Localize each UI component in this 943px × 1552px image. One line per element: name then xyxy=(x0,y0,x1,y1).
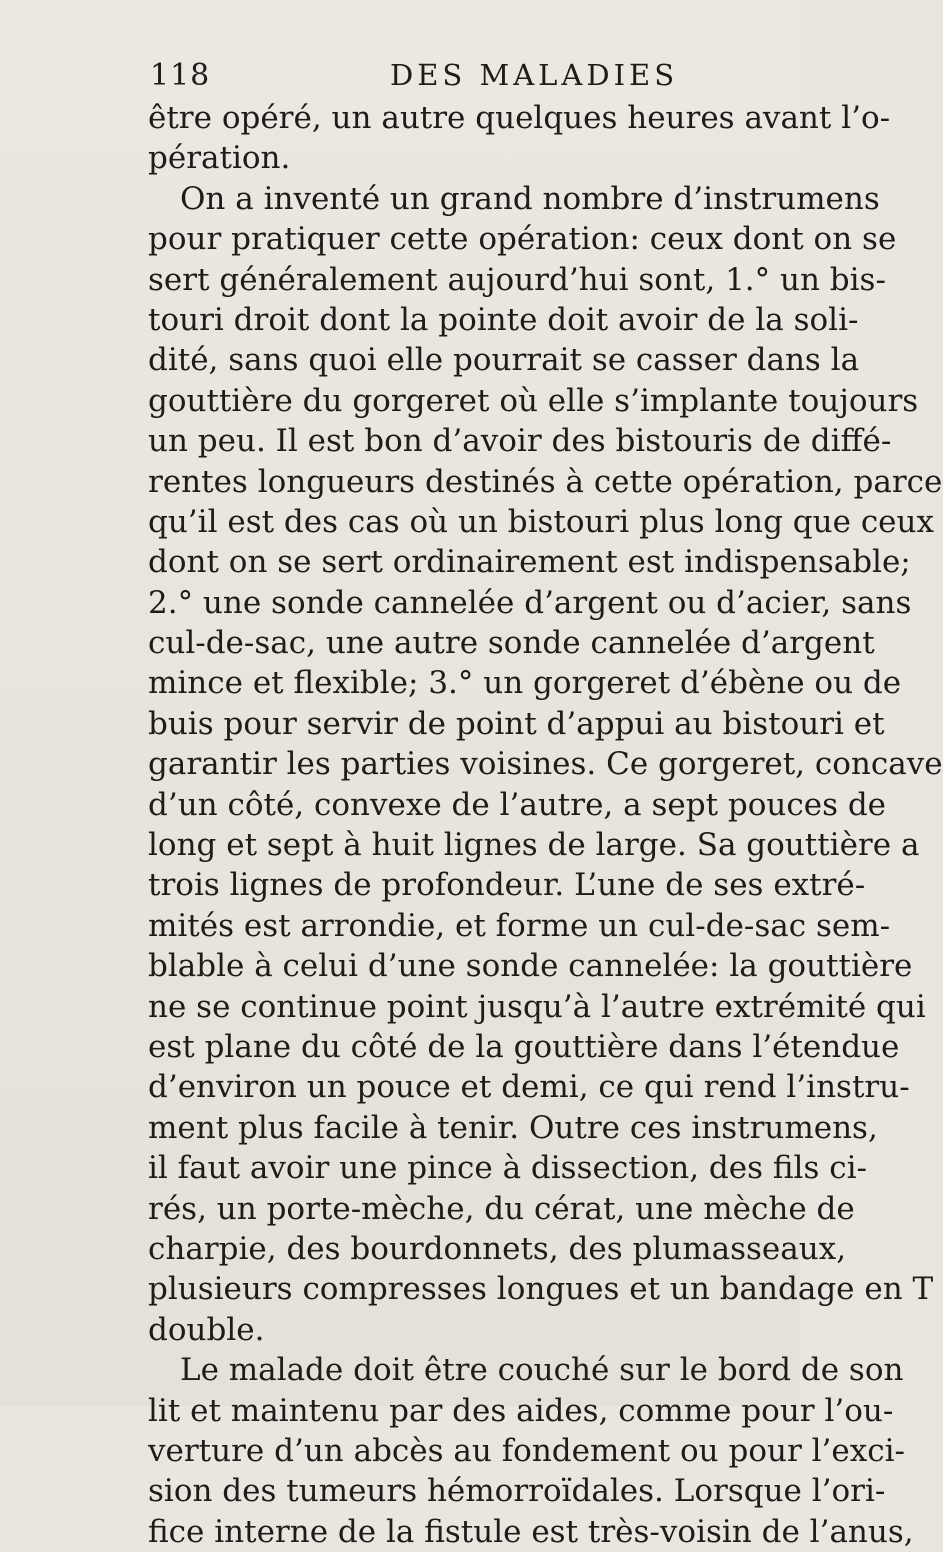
text-line: dont on se sert ordinairement est indispensable; xyxy=(148,544,911,581)
text-line: dité, sans quoi elle pourrait se casser dans la xyxy=(148,342,860,379)
text-line: rentes longueurs destinés à cette opération, parce xyxy=(148,463,943,500)
text-line: être opéré, un autre quelques heures avant l’o- xyxy=(148,100,891,136)
text-line: long et sept à huit lignes de large. Sa gouttière a xyxy=(148,827,920,864)
text-line: mités est arrondie, et forme un cul-de-sac sem- xyxy=(148,907,891,944)
text-line: pération. xyxy=(148,140,291,177)
paragraph-first-line: On a inventé un grand nombre d’instrumens xyxy=(180,180,880,217)
text-line: garantir les parties voisines. Ce gorgeret, concave xyxy=(148,746,943,783)
text-line: 2.° une sonde cannelée d’argent ou d’acier, sans xyxy=(148,584,912,621)
text-line: touri droit dont la pointe doit avoir de la soli- xyxy=(148,301,859,338)
text-line: est plane du côté de la gouttière dans l’étendue xyxy=(148,1028,900,1065)
text-line: ne se continue point jusqu’à l’autre extrémité qui xyxy=(148,988,926,1025)
text-line: lit et maintenu par des aides, comme pour l’ou- xyxy=(148,1392,894,1429)
text-line: il faut avoir une pince à dissection, des fils ci- xyxy=(148,1150,867,1187)
text-line: fice interne de la fistule est très-voisin de l’anus, xyxy=(148,1513,914,1550)
text-line: d’un côté, convexe de l’autre, a sept pouces de xyxy=(148,786,887,823)
page-header xyxy=(150,58,760,98)
text-line: rés, un porte-mèche, du cérat, une mèche de xyxy=(148,1190,855,1227)
paragraph-first-line: Le malade doit être couché sur le bord de son xyxy=(180,1352,904,1389)
body-text xyxy=(148,98,943,1552)
text-line: ment plus facile à tenir. Outre ces instrumens, xyxy=(148,1109,878,1146)
text-line: verture d’un abcès au fondement ou pour l’exci- xyxy=(148,1432,905,1469)
text-line: qu’il est des cas où un bistouri plus long que ceux xyxy=(148,503,934,540)
text-line: double. xyxy=(148,1311,265,1348)
text-line: d’environ un pouce et demi, ce qui rend l’instru- xyxy=(148,1069,910,1106)
page-number: 118 xyxy=(150,58,211,93)
text-line: gouttière du gorgeret où elle s’implante toujours xyxy=(148,382,919,419)
text-line: blable à celui d’une sonde cannelée: la gouttière xyxy=(148,948,913,985)
text-line: cul-de-sac, une autre sonde cannelée d’argent xyxy=(148,625,875,662)
text-line: mince et flexible; 3.° un gorgeret d’ébène ou de xyxy=(148,665,902,702)
text-line: pour pratiquer cette opération: ceux dont on se xyxy=(148,221,897,258)
text-line: un peu. Il est bon d’avoir des bistouris de diffé- xyxy=(148,423,892,460)
text-line: sert généralement aujourd’hui sont, 1.° un bis- xyxy=(148,261,886,298)
text-line: buis pour servir de point d’appui au bistouri et xyxy=(148,705,885,742)
running-head: DES MALADIES xyxy=(390,58,679,92)
text-line: charpie, des bourdonnets, des plumasseaux, xyxy=(148,1230,847,1267)
text-line: sion des tumeurs hémorroïdales. Lorsque l’ori- xyxy=(148,1473,886,1510)
text-line: trois lignes de profondeur. L’une de ses extré- xyxy=(148,867,866,904)
text-line: plusieurs compresses longues et un bandage en T xyxy=(148,1271,934,1308)
